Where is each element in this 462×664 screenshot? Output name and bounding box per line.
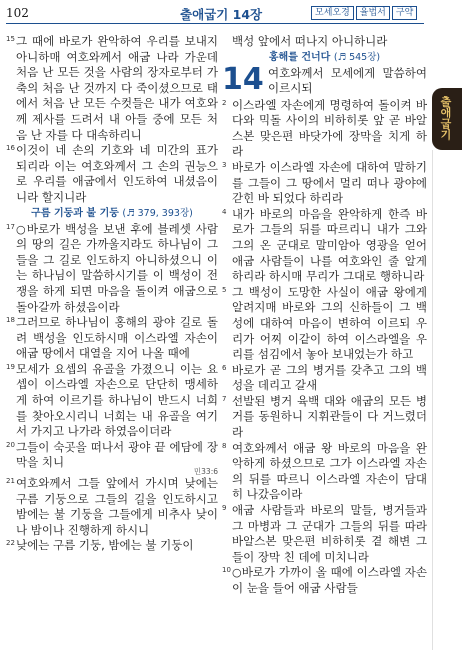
left-column bbox=[6, 34, 218, 554]
verse-text: 여호와께서 모세에게 말씀하여 이르시되 bbox=[268, 65, 427, 96]
verse-text: 그러므로 하나님이 홍해의 광야 길로 돌려 백성을 인도하시매 이스라엘 자손이 애굽 땅에서 대열을 지어 나올 때에 bbox=[16, 315, 218, 361]
verse-4 bbox=[222, 207, 427, 285]
verse-18 bbox=[6, 315, 218, 362]
verse-number: 15 bbox=[6, 35, 15, 43]
verse-9 bbox=[222, 503, 427, 565]
page-edge bbox=[432, 150, 433, 650]
verse-number: 6 bbox=[222, 363, 227, 372]
verse-number: 20 bbox=[6, 440, 15, 449]
verse-5 bbox=[222, 285, 427, 363]
heading-title: 홍해를 건너다 bbox=[268, 51, 331, 63]
verse-2 bbox=[222, 98, 427, 160]
chapter-number: 14 bbox=[222, 61, 264, 97]
verse-text: 백성 앞에서 떠나지 아니하니라 bbox=[232, 34, 388, 48]
verse-text: 그 때에 바로가 완악하여 우리를 보내지 아니하매 여호와께서 애굽 나라 가운데 처음 난 모든 것을 사람의 장자로부터 가축의 처음 난 것까지 다 죽이셨으므로 태에서 처음 난 모든 수컷들은 내가 여호와께 제사를 드려서 내 아들 중에 모든 처음 난 자를 다 대속하리니 bbox=[16, 34, 218, 142]
verse-number: 7 bbox=[222, 394, 227, 403]
verse-text: 바로가 가까이 올 때에 이스라엘 자손이 눈을 들어 애굽 사람들 bbox=[232, 565, 427, 595]
verse-number: 10 bbox=[222, 566, 231, 575]
hymn-reference: (♬ 545장) bbox=[333, 51, 381, 63]
verse-22 bbox=[6, 538, 218, 554]
verse-19 bbox=[6, 362, 218, 440]
verse-text: 선발된 병거 육백 대와 애굽의 모든 병거를 동원하니 지휘관들이 다 거느렸더라 bbox=[232, 393, 427, 440]
book-chapter-title: 출애굽기 14장 bbox=[180, 7, 263, 22]
verse-number: 8 bbox=[222, 441, 227, 450]
verse-number: 16 bbox=[6, 144, 15, 153]
verse-7 bbox=[222, 394, 427, 441]
verse-10 bbox=[222, 565, 427, 596]
verse-text: 낮에는 구름 기둥, 밤에는 불 기둥이 bbox=[16, 538, 194, 553]
verse-text: 여호와께서 애굽 왕 바로의 마음을 완악하게 하셨으므로 그가 이스라엘 자손의 뒤를 따르니 이스라엘 자손이 담대히 나갔음이라 bbox=[232, 440, 427, 502]
verse-text: 여호와께서 그들 앞에서 가시며 낮에는 구름 기둥으로 그들의 길을 인도하시고 밤에는 불 기둥을 그들에게 비추사 낮이나 밤이나 진행하게 하시니 bbox=[16, 476, 218, 537]
cross-reference: 민33:6 bbox=[193, 467, 218, 477]
hymn-reference: (♬ 379, 393장) bbox=[122, 207, 193, 219]
verse-15 bbox=[6, 34, 218, 143]
paragraph-mark-icon: ○ bbox=[16, 222, 27, 236]
verse-17 bbox=[6, 222, 218, 316]
verse-number: 21 bbox=[6, 477, 15, 486]
verse-8 bbox=[222, 441, 427, 503]
page-header bbox=[0, 0, 450, 26]
tag-pentateuch: 모세오경 bbox=[311, 6, 354, 20]
verse-number: 19 bbox=[6, 362, 15, 371]
verse-number: 9 bbox=[222, 504, 227, 513]
section-heading-pillar bbox=[6, 206, 218, 222]
thumb-index-label: 출애굽기 bbox=[439, 96, 452, 140]
chapter-start bbox=[222, 61, 427, 98]
verse-text: 바로가 백성을 보낸 후에 블레셋 사람의 땅의 길은 가까울지라도 하나님이 그들을 그 길로 인도하지 아니하셨으니 이는 하나님이 말씀하시기를 이 백성이 전쟁을 하게 되면 마음을 돌이켜 애굽으로 돌아갈까 하셨음이라 bbox=[16, 221, 218, 314]
verse-text: 이것이 네 손의 기호와 네 미간의 표가 되리라 이는 여호와께서 그 손의 권능으로 우리를 애굽에서 인도하여 내셨음이니라 할지니라 bbox=[16, 143, 218, 204]
heading-title: 구름 기둥과 불 기둥 bbox=[31, 207, 119, 219]
verse-text: 바로가 이스라엘 자손에 대하여 말하기를 그들이 그 땅에서 멀리 떠나 광야에 갇힌 바 되었다 하리라 bbox=[232, 159, 427, 206]
verse-22-continued bbox=[222, 34, 427, 50]
right-column bbox=[222, 34, 427, 597]
verse-number: 17 bbox=[6, 222, 15, 231]
verse-text: 바로가 곧 그의 병거를 갖추고 그의 백성을 데리고 갈새 bbox=[232, 362, 427, 393]
verse-text: 애굽 사람들과 바로의 말들, 병거들과 그 마병과 그 군대가 그들의 뒤를 따라 바알스본 맞은편 비하히롯 곁 해변 그들이 장막 친 데에 미치니라 bbox=[232, 503, 427, 564]
verse-text: 그들이 숙곳을 떠나서 광야 끝 에담에 장막을 치니 bbox=[16, 439, 218, 470]
verse-20 bbox=[6, 440, 218, 471]
verse-text: 이스라엘 자손에게 명령하여 돌이켜 바다와 믹돌 사이의 비하히롯 앞 곧 바알스본 맞은편 바닷가에 장막을 치게 하라 bbox=[232, 97, 427, 159]
verse-text: 모세가 요셉의 유골을 가졌으니 이는 요셉이 이스라엘 자손으로 단단히 맹세하게 하여 이르기를 하나님이 반드시 너희를 찾아오시리니 너희는 내 유골을 여기서 가지고 나가라 하였음이더라 bbox=[16, 361, 218, 439]
tag-old-testament: 구약 bbox=[392, 6, 417, 20]
verse-number: 18 bbox=[6, 316, 15, 325]
verse-3 bbox=[222, 160, 427, 207]
verse-number: 4 bbox=[222, 207, 227, 216]
verse-text: 내가 바로의 마음을 완악하게 한즉 바로가 그들의 뒤를 따르리니 내가 그와 그의 온 군대로 말미암아 영광을 얻어 애굽 사람들이 나를 여호와인 줄 알게 하리라 하시매 무리가 그대로 행하니라 bbox=[232, 206, 427, 284]
verse-number: 2 bbox=[222, 98, 227, 107]
verse-6 bbox=[222, 363, 427, 394]
verse-21 bbox=[6, 476, 218, 538]
category-tags bbox=[311, 6, 417, 20]
tag-law: 율법서 bbox=[356, 6, 390, 20]
verse-number: 22 bbox=[6, 539, 15, 548]
page-number: 102 bbox=[6, 6, 29, 20]
verse-text: 그 백성이 도망한 사실이 애굽 왕에게 알려지매 바로와 그의 신하들이 그 백성에 대하여 마음이 변하여 이르되 우리가 어찌 이같이 하여 이스라엘을 우리를 섬김에서 놓아 보내었는가 하고 bbox=[232, 284, 427, 362]
thumb-index-tab[interactable] bbox=[432, 88, 462, 150]
verse-16 bbox=[6, 143, 218, 205]
paragraph-mark-icon: ○ bbox=[232, 566, 242, 580]
verse-number: 3 bbox=[222, 160, 227, 169]
header-rule bbox=[6, 23, 424, 24]
verse-number: 5 bbox=[222, 285, 227, 294]
